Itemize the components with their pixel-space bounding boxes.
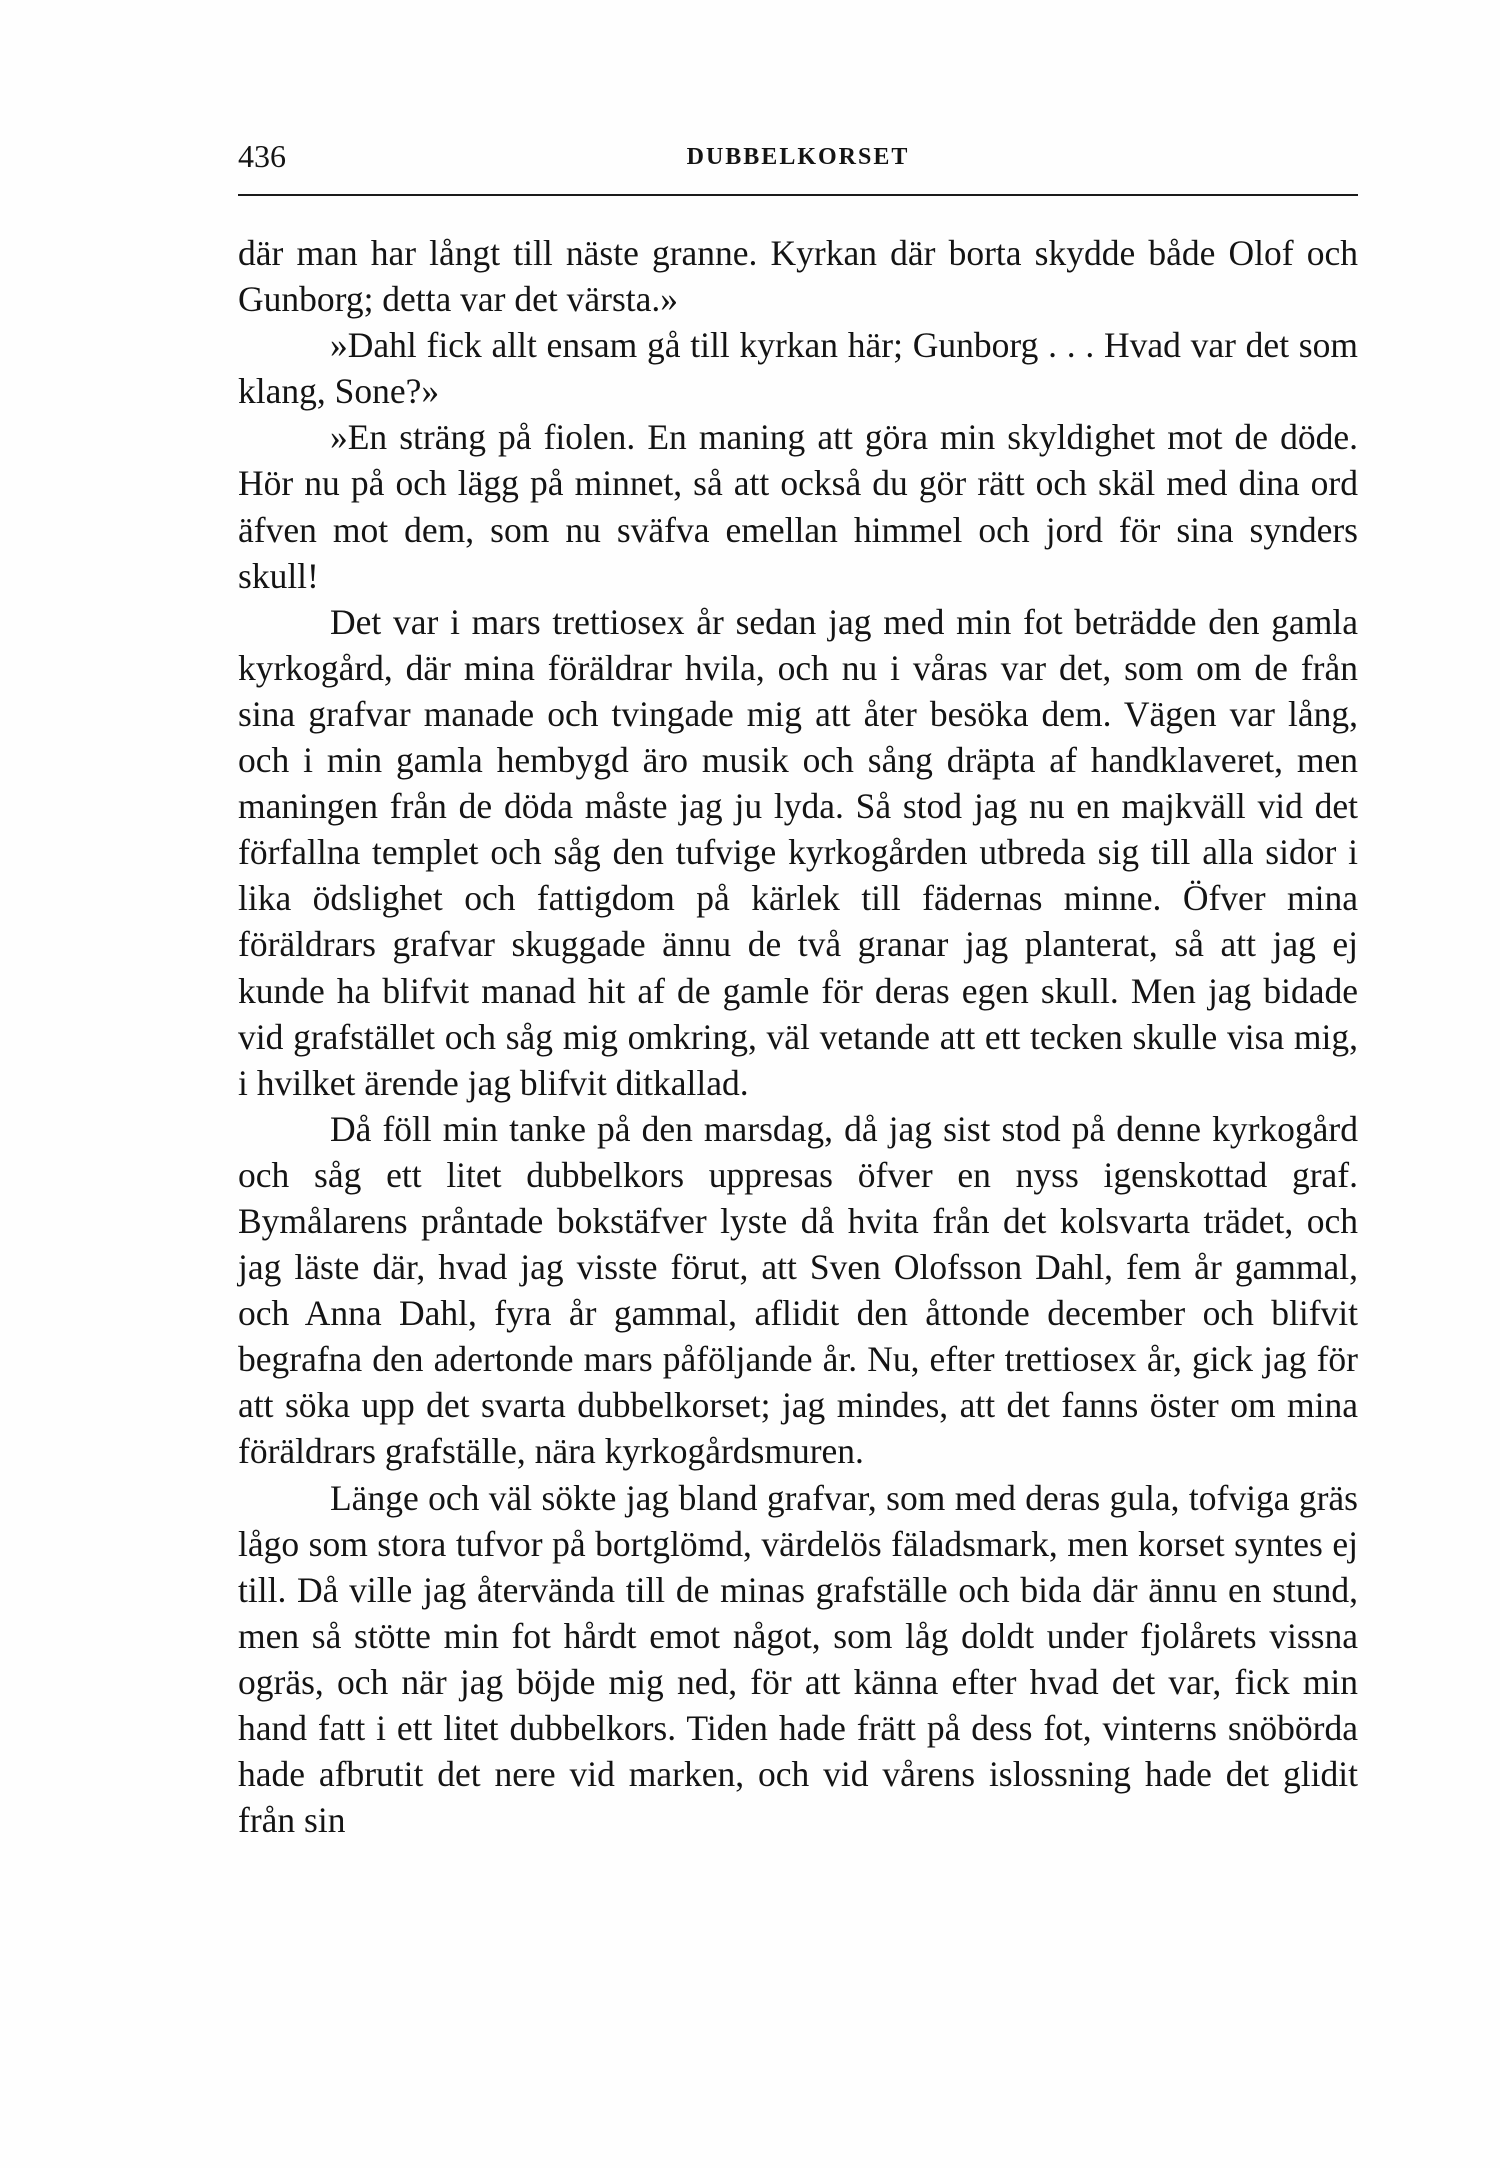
body-text (238, 230, 1358, 1843)
paragraph-2: »Dahl fick allt ensam gå till kyrkan här; Gunborg . . . Hvad var det som klang, Sone?» (238, 325, 1358, 412)
paragraph-3: »En sträng på fiolen. En maning att göra min skyldighet mot de döde. Hör nu på och lägg på minnet, så att också du gör rätt och skäl med dina ord äfven mot dem, som nu sväfva emellan himmel och jord för sina synders skull! (238, 417, 1358, 596)
page-header (238, 134, 1358, 196)
paragraph-5: Då föll min tanke på den marsdag, då jag sist stod på denne kyrkogård och såg ett litet dubbelkors uppresas öfver en nyss igenskottad graf. Bymålarens pråntade bokstäfver lyste då hvita från det kolsvarta trädet, och jag läste där, hvad jag visste förut, att Sven Olofsson Dahl, fem år gammal, och Anna Dahl, fyra år gammal, aflidit den åttonde december och blifvit begrafna den adertonde mars påföljande år. Nu, efter trettiosex år, gick jag för att söka upp det svarta dubbelkorset; jag mindes, att det fanns öster om mina föräldrars grafställe, nära kyrkogårdsmuren. (238, 1108, 1358, 1472)
running-title: DUBBELKORSET (686, 144, 910, 170)
page-number: 436 (238, 138, 286, 174)
paragraph-4: Det var i mars trettiosex år sedan jag med min fot beträdde den gamla kyrkogård, där mina föräldrar hvila, och nu i våras var det, som om de från sina grafvar manade och tvingade mig att åter besöka dem. Vägen var lång, och i min gamla hembygd äro musik och sång dräpta af handklaveret, men maningen från de döda måste jag ju lyda. Så stod jag nu en majkväll vid det förfallna templet och såg den tufvige kyrkogården utbreda sig till alla sidor i lika ödslighet och fattigdom på kärlek till fädernas minne. Öfver mina föräldrars grafvar skuggade ännu de två granar jag planterat, så att jag ej kunde ha blifvit manad hit af de gamle för deras egen skull. Men jag bidade vid grafstället och såg mig omkring, väl vetande att ett tecken skulle visa mig, i hvilket ärende jag blifvit ditkallad. (238, 601, 1358, 1103)
paragraph-1: där man har långt till näste granne. Kyrkan där borta skydde både Olof och Gunborg; detta var det värsta.» (238, 233, 1358, 320)
paragraph-6: Länge och väl sökte jag bland grafvar, som med deras gula, tofviga gräs lågo som stora tufvor på bortglömd, värdelös fäladsmark, men korset syntes ej till. Då ville jag återvända till de minas grafställe och bida där ännu en stund, men så stötte min fot hårdt emot något, som låg doldt under fjolårets vissna ogräs, och när jag böjde mig ned, för att känna efter hvad det var, fick min hand fatt i ett litet dubbelkors. Tiden hade frätt på dess fot, vinterns snöbörda hade afbrutit det nere vid marken, och vid vårens islossning hade det glidit från sin (238, 1477, 1358, 1841)
